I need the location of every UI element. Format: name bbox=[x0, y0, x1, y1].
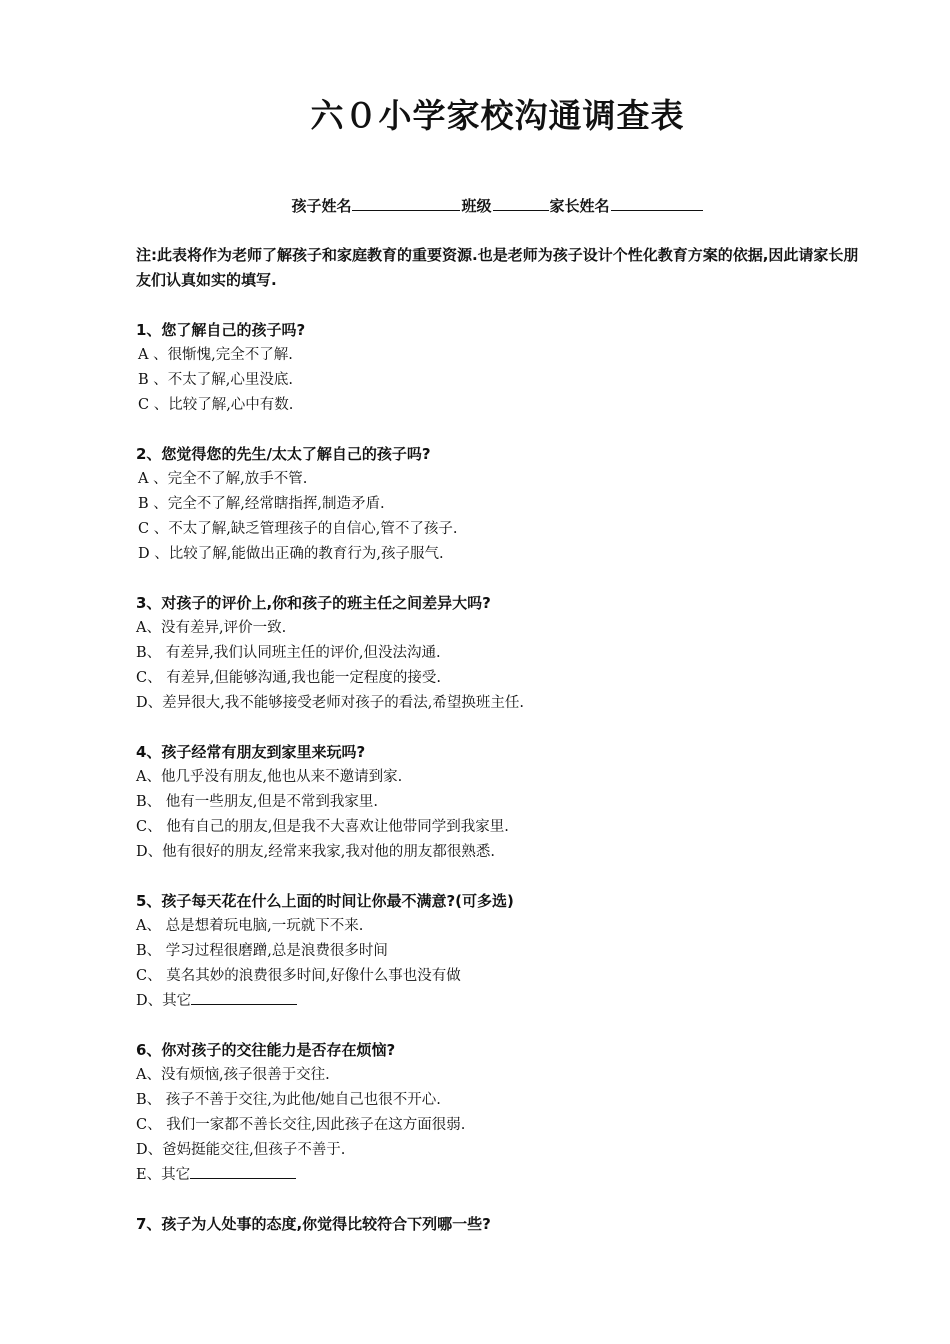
option-d-other[interactable] bbox=[136, 989, 856, 1014]
option-c[interactable]: C、 有差异,但能够沟通,我也能一定程度的接受. bbox=[136, 670, 442, 686]
class-blank[interactable] bbox=[493, 195, 549, 211]
option-c[interactable]: C、 我们一家都不善长交往,因此孩子在这方面很弱. bbox=[136, 1117, 466, 1133]
child-name-label: 孩子姓名 bbox=[291, 197, 352, 215]
option-b[interactable]: B、 学习过程很磨蹭,总是浪费很多时间 bbox=[136, 943, 388, 959]
parent-name-blank[interactable] bbox=[611, 195, 703, 211]
question-7 bbox=[136, 1212, 856, 1237]
option-c[interactable]: C 、比较了解,心中有数. bbox=[138, 397, 294, 413]
option-b[interactable]: B 、不太了解,心里没底. bbox=[138, 372, 293, 388]
question-title: 3、对孩子的评价上,你和孩子的班主任之间差异大吗? bbox=[136, 594, 491, 612]
question-2 bbox=[136, 442, 856, 567]
option-d-label: D、其它 bbox=[136, 993, 192, 1009]
option-c[interactable]: C 、不太了解,缺乏管理孩子的自信心,管不了孩子. bbox=[138, 521, 458, 537]
question-title: 5、孩子每天花在什么上面的时间让你最不满意?(可多选) bbox=[136, 892, 514, 910]
option-b[interactable]: B 、完全不了解,经常瞎指挥,制造矛盾. bbox=[138, 496, 385, 512]
option-b[interactable]: B、 他有一些朋友,但是不常到我家里. bbox=[136, 794, 378, 810]
question-6 bbox=[136, 1038, 856, 1188]
question-3 bbox=[136, 591, 856, 716]
question-title: 2、您觉得您的先生/太太了解自己的孩子吗? bbox=[136, 445, 431, 463]
option-a[interactable]: A、 总是想着玩电脑,一玩就下不来. bbox=[136, 918, 364, 934]
option-a[interactable]: A 、完全不了解,放手不管. bbox=[138, 471, 308, 487]
question-5 bbox=[136, 889, 856, 1014]
question-title: 1、您了解自己的孩子吗? bbox=[136, 321, 306, 339]
option-a[interactable]: A、没有烦恼,孩子很善于交往. bbox=[136, 1067, 330, 1083]
option-e-other[interactable] bbox=[136, 1163, 856, 1188]
note-paragraph: 注:此表将作为老师了解孩子和家庭教育的重要资源.也是老师为孩子设计个性化教育方案的依据,因此请家长朋友们认真如实的填写. bbox=[136, 246, 859, 289]
question-4 bbox=[136, 740, 856, 865]
other-fill-blank[interactable] bbox=[191, 990, 297, 1005]
option-e-label: E、其它 bbox=[136, 1167, 191, 1183]
option-b[interactable]: B、 有差异,我们认同班主任的评价,但没法沟通. bbox=[136, 645, 441, 661]
option-c[interactable]: C、 莫名其妙的浪费很多时间,好像什么事也没有做 bbox=[136, 968, 461, 984]
option-d[interactable]: D、爸妈挺能交往,但孩子不善于. bbox=[136, 1142, 346, 1158]
other-fill-blank[interactable] bbox=[190, 1164, 296, 1179]
question-title: 6、你对孩子的交往能力是否存在烦恼? bbox=[136, 1041, 396, 1059]
option-a[interactable]: A、他几乎没有朋友,他也从来不邀请到家. bbox=[136, 769, 403, 785]
class-label: 班级 bbox=[461, 197, 492, 215]
option-d[interactable]: D、差异很大,我不能够接受老师对孩子的看法,希望换班主任. bbox=[136, 695, 524, 711]
parent-name-label: 家长姓名 bbox=[549, 197, 610, 215]
question-title: 4、孩子经常有朋友到家里来玩吗? bbox=[136, 743, 366, 761]
info-line bbox=[0, 194, 950, 218]
option-b[interactable]: B、 孩子不善于交往,为此他/她自己也很不开心. bbox=[136, 1092, 441, 1108]
option-c[interactable]: C、 他有自己的朋友,但是我不大喜欢让他带同学到我家里. bbox=[136, 819, 509, 835]
question-1 bbox=[136, 318, 856, 418]
child-name-blank[interactable] bbox=[352, 195, 460, 211]
option-d[interactable]: D、他有很好的朋友,经常来我家,我对他的朋友都很熟悉. bbox=[136, 844, 495, 860]
page-title: 六０小学家校沟通调查表 bbox=[310, 96, 685, 135]
option-a[interactable]: A、没有差异,评价一致. bbox=[136, 620, 287, 636]
option-d[interactable]: D 、比较了解,能做出正确的教育行为,孩子服气. bbox=[138, 546, 444, 562]
question-title: 7、孩子为人处事的态度,你觉得比较符合下列哪一些? bbox=[136, 1215, 491, 1233]
option-a[interactable]: A 、很惭愧,完全不了解. bbox=[138, 347, 293, 363]
